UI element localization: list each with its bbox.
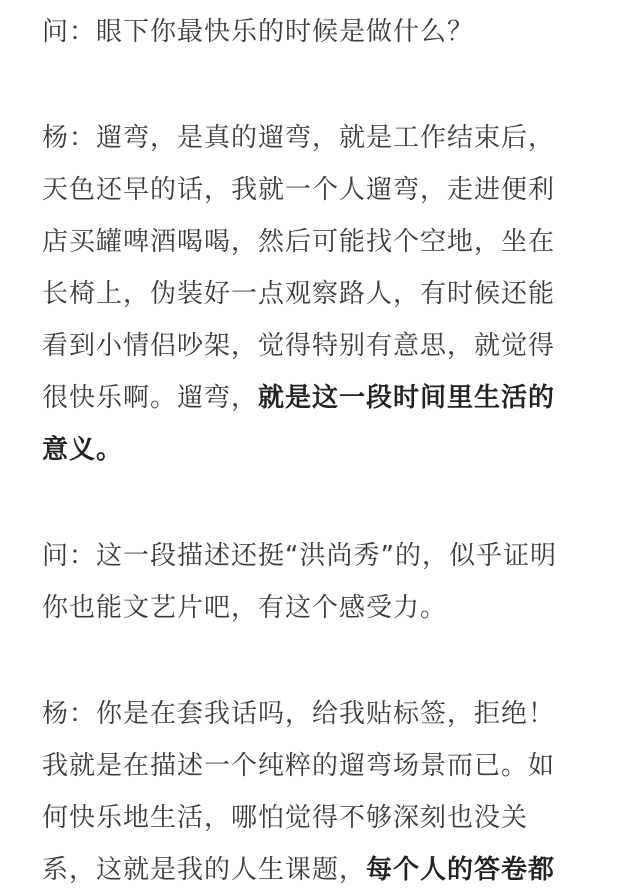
plain-text: 系，这就是我的人生课题， <box>42 855 367 885</box>
text-line: 问：这一段描述还挺“洪尚秀”的，似乎证明 <box>42 541 557 571</box>
article-body <box>42 0 612 896</box>
text-line: 店买罐啤酒喝喝，然后可能找个空地，坐在 <box>42 227 556 257</box>
text-line: 杨：你是在套我话吗，给我贴标签，拒绝！ <box>42 699 556 729</box>
text-line: 何快乐地生活，哪怕觉得不够深刻也没关 <box>42 803 529 833</box>
bold-text: 就是这一段时间里生活的 <box>258 383 556 413</box>
text-line: 问：眼下你最快乐的时候是做什么？ <box>42 17 475 47</box>
text-line: 天色还早的话，我就一个人遛弯，走进便利 <box>42 175 556 205</box>
bold-text: 每个人的答卷都 <box>366 855 556 885</box>
plain-text: 很快乐啊。遛弯， <box>42 383 259 413</box>
text-line: 长椅上，伪装好一点观察路人，有时候还能 <box>42 279 556 309</box>
question-1 <box>42 6 612 58</box>
text-line <box>42 372 612 424</box>
cut-off-text-line <box>42 844 612 896</box>
text-line: 我就是在描述一个纯粹的遛弯场景而已。如 <box>42 751 556 781</box>
bold-text-line: 意义。 <box>42 435 124 465</box>
text-line: 杨：遛弯，是真的遛弯，就是工作结束后， <box>42 123 556 153</box>
answer-1 <box>42 112 612 476</box>
question-2 <box>42 530 612 634</box>
text-line: 看到小情侣吵架，觉得特别有意思，就觉得 <box>42 331 556 361</box>
text-line: 你也能文艺片吧，有这个感受力。 <box>42 593 448 623</box>
answer-2 <box>42 688 612 896</box>
